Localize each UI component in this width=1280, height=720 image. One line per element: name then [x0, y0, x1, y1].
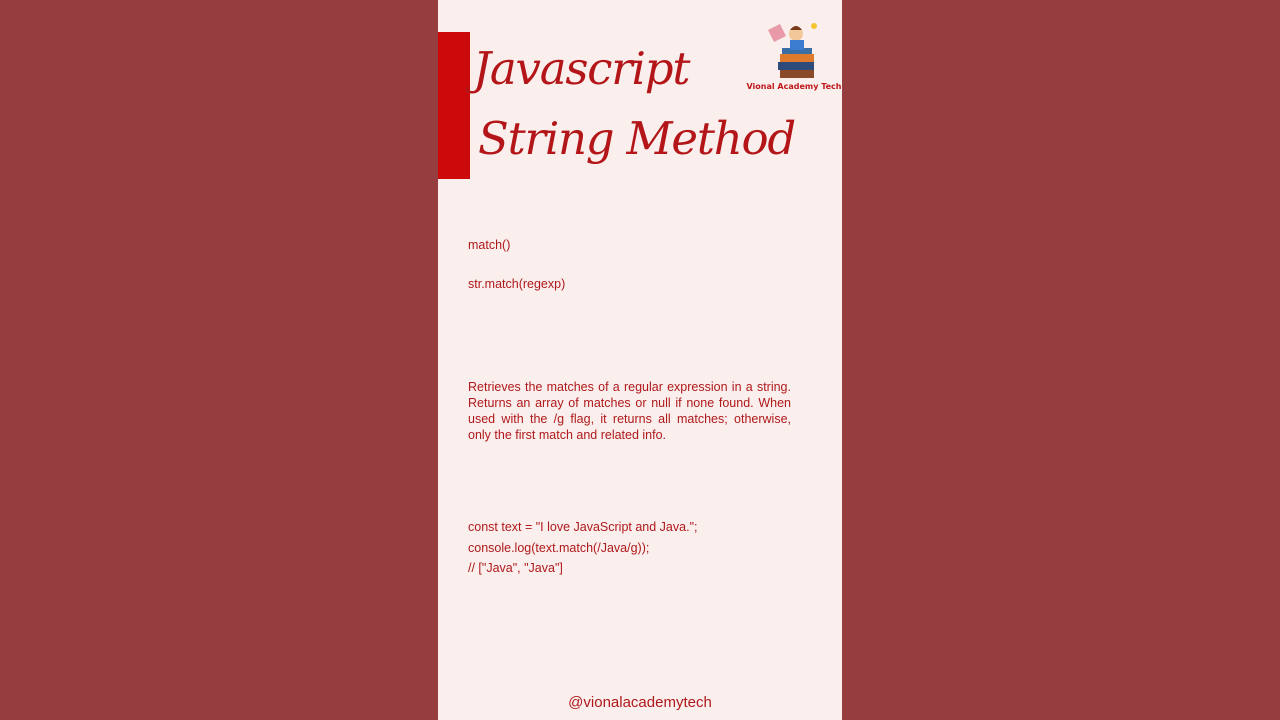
right-backdrop — [842, 0, 1280, 720]
accent-bar — [438, 32, 470, 179]
title-line-2: String Method — [478, 112, 795, 165]
title-line-1: Javascript — [473, 42, 690, 95]
method-name: match() — [468, 238, 511, 252]
code-line: const text = "I love JavaScript and Java."; — [468, 520, 698, 534]
code-line: console.log(text.match(/Java/g)); — [468, 541, 650, 555]
method-syntax: str.match(regexp) — [468, 277, 566, 291]
academy-logo-icon — [760, 20, 830, 84]
method-description: Retrieves the matches of a regular expression in a string. Returns an array of matches or null if none found. When used with the /g flag, it returns all matches; otherwise, only the first match and related info. — [468, 380, 791, 442]
logo-text: Vional Academy Tech — [746, 82, 842, 91]
slide-card — [438, 0, 842, 720]
social-handle: @vionalacademytech — [568, 694, 712, 711]
left-backdrop — [0, 0, 438, 720]
code-line: // ["Java", "Java"] — [468, 561, 563, 575]
